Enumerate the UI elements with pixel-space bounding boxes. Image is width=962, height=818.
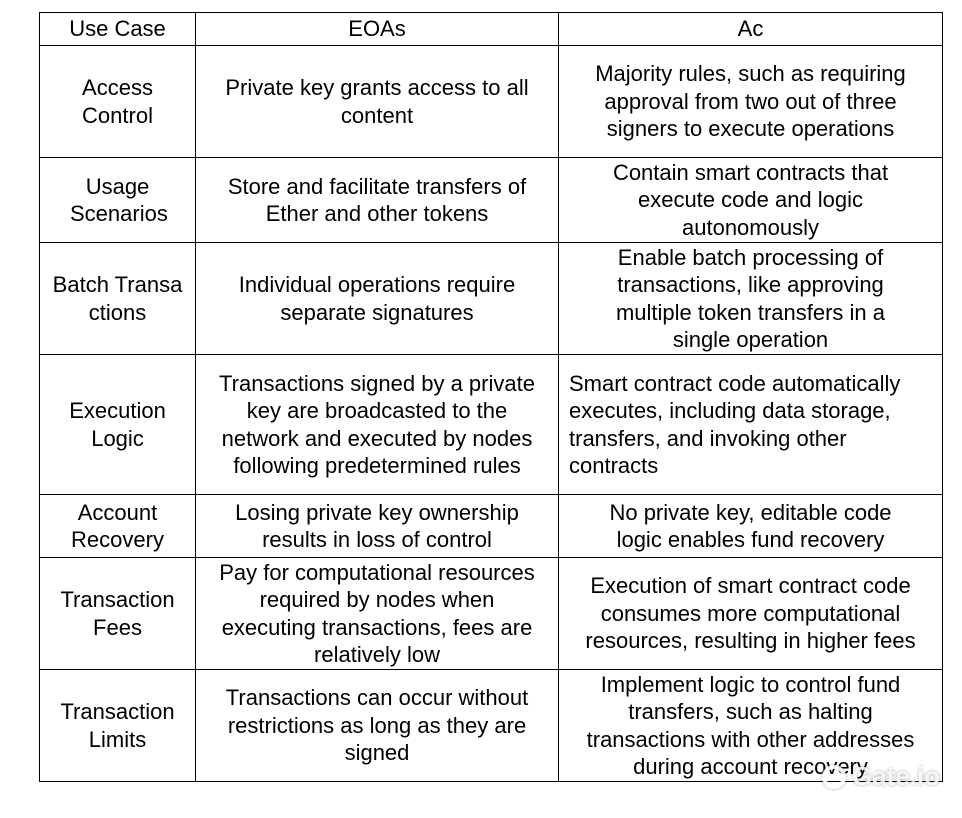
- use-case-cell: [40, 243, 196, 355]
- eoas-cell: [196, 243, 559, 355]
- eoas-text: Transactions can occur without restrictions as long as they are signed: [225, 685, 529, 766]
- gate-watermark: [822, 761, 940, 792]
- comparison-table-container: [39, 12, 942, 782]
- ac-text: Enable batch processing of transactions, like approving multiple token transfers in a single operation: [615, 244, 886, 352]
- eoas-text: Transactions signed by a private key are broadcasted to the network and executed by nodes following predetermined rules: [219, 370, 535, 478]
- ac-text: Smart contract code automatically executes, including data storage, transfers, and invoking other contracts: [569, 370, 901, 478]
- eoas-cell: [196, 558, 559, 670]
- ac-cell: [559, 243, 943, 355]
- gate-logo-icon: [822, 765, 846, 789]
- use-case-text: Account Recovery: [71, 499, 164, 552]
- use-case-cell: [40, 670, 196, 782]
- use-case-text: Execution Logic: [69, 398, 166, 451]
- watermark-text: Gate.io: [851, 761, 940, 791]
- table-row: [40, 243, 943, 355]
- table-row: [40, 558, 943, 670]
- ac-cell: [559, 355, 943, 495]
- eoas-text: Pay for computational resources required by nodes when executing transactions, fees are relatively low: [219, 559, 535, 667]
- use-case-cell: [40, 355, 196, 495]
- ac-text: No private key, editable code logic enables fund recovery: [609, 499, 892, 552]
- ac-text: Implement logic to control fund transfers, such as halting transactions with other addresses during account recovery: [586, 671, 915, 779]
- table-row: [40, 495, 943, 558]
- eoas-cell: [196, 46, 559, 158]
- header-use-case: Use Case: [40, 13, 196, 46]
- eoas-text: Private key grants access to all content: [225, 75, 529, 128]
- use-case-text: Batch Transactions: [52, 272, 183, 325]
- eoas-text: Losing private key ownership results in loss of control: [235, 499, 519, 552]
- comparison-table: [39, 12, 943, 782]
- ac-cell: [559, 158, 943, 243]
- eoas-text: Store and facilitate transfers of Ether and other tokens: [227, 173, 527, 226]
- table-header-row: [40, 13, 943, 46]
- header-eoas: EOAs: [196, 13, 559, 46]
- ac-cell: [559, 46, 943, 158]
- use-case-text: Access Control: [82, 75, 153, 128]
- eoas-text: Individual operations require separate signatures: [238, 272, 516, 325]
- eoas-cell: [196, 495, 559, 558]
- use-case-text: Transaction Fees: [60, 587, 175, 640]
- ac-cell: [559, 495, 943, 558]
- use-case-cell: [40, 558, 196, 670]
- ac-text: Majority rules, such as requiring approval from two out of three signers to execute operations: [595, 61, 906, 142]
- ac-text: Execution of smart contract code consumes more computational resources, resulting in higher fees: [585, 573, 916, 654]
- table-row: [40, 158, 943, 243]
- use-case-cell: [40, 495, 196, 558]
- header-ac: Ac: [559, 13, 943, 46]
- eoas-cell: [196, 158, 559, 243]
- table-row: [40, 355, 943, 495]
- eoas-cell: [196, 355, 559, 495]
- use-case-text: Transaction Limits: [60, 699, 175, 752]
- eoas-cell: [196, 670, 559, 782]
- use-case-cell: [40, 46, 196, 158]
- table-row: [40, 46, 943, 158]
- use-case-text: Usage Scenarios: [70, 173, 168, 226]
- ac-cell: [559, 558, 943, 670]
- ac-text: Contain smart contracts that execute code and logic autonomously: [612, 159, 889, 240]
- use-case-cell: [40, 158, 196, 243]
- table-row: [40, 670, 943, 782]
